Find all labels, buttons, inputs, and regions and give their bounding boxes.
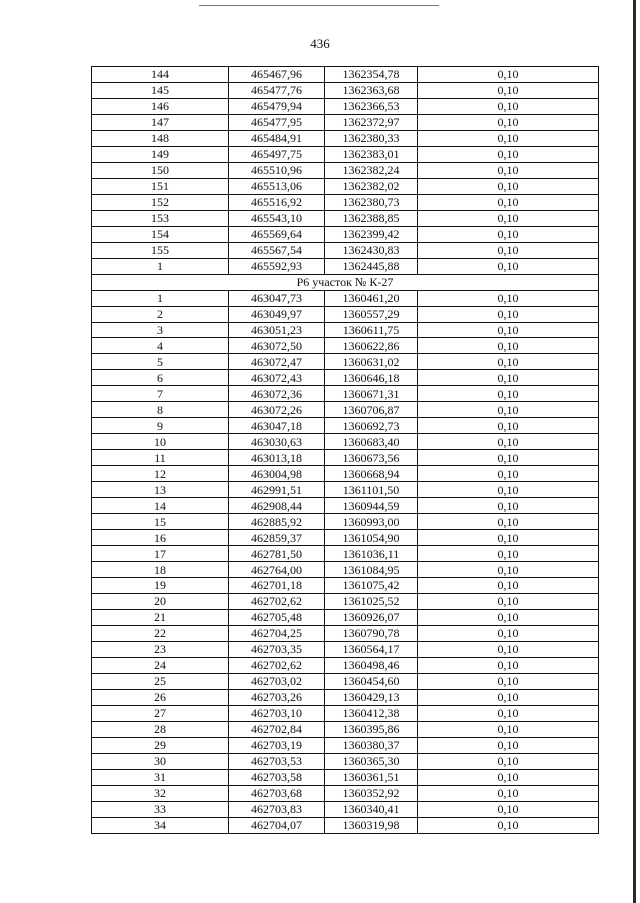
x-coordinate-cell: 462705,48 <box>229 609 325 625</box>
point-number-cell: 151 <box>92 178 229 194</box>
accuracy-cell: 0,10 <box>418 434 599 450</box>
x-coordinate-cell: 462781,50 <box>229 546 325 562</box>
x-coordinate-cell: 462703,53 <box>229 753 325 769</box>
point-number-cell: 30 <box>92 753 229 769</box>
point-number-cell: 32 <box>92 785 229 801</box>
accuracy-cell: 0,10 <box>418 226 599 242</box>
table-row <box>92 178 599 194</box>
accuracy-cell: 0,10 <box>418 785 599 801</box>
table-row <box>92 210 599 226</box>
accuracy-cell: 0,10 <box>418 578 599 594</box>
table-row <box>92 402 599 418</box>
table-row <box>92 482 599 498</box>
table-row <box>92 306 599 322</box>
point-number-cell: 20 <box>92 593 229 609</box>
point-number-cell: 17 <box>92 546 229 562</box>
point-number-cell: 147 <box>92 114 229 130</box>
coordinates-table <box>91 66 599 834</box>
point-number-cell: 6 <box>92 370 229 386</box>
x-coordinate-cell: 463030,63 <box>229 434 325 450</box>
table-row <box>92 689 599 705</box>
y-coordinate-cell: 1361101,50 <box>325 482 418 498</box>
table-row <box>92 82 599 98</box>
x-coordinate-cell: 462991,51 <box>229 482 325 498</box>
table-row <box>92 130 599 146</box>
point-number-cell: 146 <box>92 98 229 114</box>
y-coordinate-cell: 1360380,37 <box>325 737 418 753</box>
y-coordinate-cell: 1360790,78 <box>325 625 418 641</box>
y-coordinate-cell: 1360352,92 <box>325 785 418 801</box>
y-coordinate-cell: 1360564,17 <box>325 641 418 657</box>
x-coordinate-cell: 465592,93 <box>229 258 325 274</box>
table-row <box>92 514 599 530</box>
point-number-cell: 10 <box>92 434 229 450</box>
y-coordinate-cell: 1362366,53 <box>325 98 418 114</box>
x-coordinate-cell: 465513,06 <box>229 178 325 194</box>
point-number-cell: 16 <box>92 530 229 546</box>
x-coordinate-cell: 462703,35 <box>229 641 325 657</box>
accuracy-cell: 0,10 <box>418 801 599 817</box>
page-number: 436 <box>310 36 330 51</box>
table-row <box>92 609 599 625</box>
y-coordinate-cell: 1362388,85 <box>325 210 418 226</box>
point-number-cell: 7 <box>92 386 229 402</box>
table-row <box>92 114 599 130</box>
y-coordinate-cell: 1360557,29 <box>325 306 418 322</box>
accuracy-cell: 0,10 <box>418 514 599 530</box>
x-coordinate-cell: 462702,84 <box>229 721 325 737</box>
y-coordinate-cell: 1362354,78 <box>325 67 418 83</box>
x-coordinate-cell: 465477,95 <box>229 114 325 130</box>
x-coordinate-cell: 465479,94 <box>229 98 325 114</box>
y-coordinate-cell: 1360683,40 <box>325 434 418 450</box>
accuracy-cell: 0,10 <box>418 737 599 753</box>
table-row <box>92 705 599 721</box>
point-number-cell: 22 <box>92 625 229 641</box>
table-row <box>92 657 599 673</box>
y-coordinate-cell: 1360668,94 <box>325 466 418 482</box>
x-coordinate-cell: 465567,54 <box>229 242 325 258</box>
accuracy-cell: 0,10 <box>418 194 599 210</box>
table-row <box>92 673 599 689</box>
point-number-cell: 9 <box>92 418 229 434</box>
table-row <box>92 162 599 178</box>
point-number-cell: 23 <box>92 641 229 657</box>
table-row <box>92 67 599 83</box>
top-edge-rule <box>199 5 439 6</box>
y-coordinate-cell: 1361054,90 <box>325 530 418 546</box>
y-coordinate-cell: 1360395,86 <box>325 721 418 737</box>
y-coordinate-cell: 1360429,13 <box>325 689 418 705</box>
x-coordinate-cell: 462703,02 <box>229 673 325 689</box>
x-coordinate-cell: 463049,97 <box>229 306 325 322</box>
accuracy-cell: 0,10 <box>418 242 599 258</box>
accuracy-cell: 0,10 <box>418 178 599 194</box>
x-coordinate-cell: 465516,92 <box>229 194 325 210</box>
accuracy-cell: 0,10 <box>418 657 599 673</box>
point-number-cell: 155 <box>92 242 229 258</box>
y-coordinate-cell: 1361025,52 <box>325 593 418 609</box>
accuracy-cell: 0,10 <box>418 306 599 322</box>
x-coordinate-cell: 463047,73 <box>229 290 325 306</box>
y-coordinate-cell: 1360412,38 <box>325 705 418 721</box>
point-number-cell: 12 <box>92 466 229 482</box>
y-coordinate-cell: 1362380,33 <box>325 130 418 146</box>
table-row <box>92 498 599 514</box>
y-coordinate-cell: 1360944,59 <box>325 498 418 514</box>
point-number-cell: 3 <box>92 322 229 338</box>
table-row <box>92 625 599 641</box>
section-title: Р6 участок № К-27 <box>92 274 599 290</box>
y-coordinate-cell: 1362372,97 <box>325 114 418 130</box>
point-number-cell: 34 <box>92 817 229 833</box>
y-coordinate-cell: 1360926,07 <box>325 609 418 625</box>
table-row <box>92 737 599 753</box>
y-coordinate-cell: 1360340,41 <box>325 801 418 817</box>
x-coordinate-cell: 462703,19 <box>229 737 325 753</box>
x-coordinate-cell: 463072,36 <box>229 386 325 402</box>
table-row <box>92 641 599 657</box>
coordinates-table-body <box>92 67 599 834</box>
accuracy-cell: 0,10 <box>418 673 599 689</box>
point-number-cell: 31 <box>92 769 229 785</box>
table-row <box>92 466 599 482</box>
accuracy-cell: 0,10 <box>418 82 599 98</box>
y-coordinate-cell: 1360365,30 <box>325 753 418 769</box>
point-number-cell: 15 <box>92 514 229 530</box>
accuracy-cell: 0,10 <box>418 450 599 466</box>
point-number-cell: 28 <box>92 721 229 737</box>
table-row <box>92 98 599 114</box>
accuracy-cell: 0,10 <box>418 593 599 609</box>
x-coordinate-cell: 463072,50 <box>229 338 325 354</box>
x-coordinate-cell: 462908,44 <box>229 498 325 514</box>
scan-edge-border <box>633 0 636 903</box>
table-row <box>92 146 599 162</box>
table-row <box>92 721 599 737</box>
x-coordinate-cell: 463072,47 <box>229 354 325 370</box>
x-coordinate-cell: 463072,26 <box>229 402 325 418</box>
accuracy-cell: 0,10 <box>418 370 599 386</box>
x-coordinate-cell: 462885,92 <box>229 514 325 530</box>
y-coordinate-cell: 1360319,98 <box>325 817 418 833</box>
x-coordinate-cell: 463072,43 <box>229 370 325 386</box>
table-row <box>92 801 599 817</box>
table-row <box>92 562 599 578</box>
table-row <box>92 593 599 609</box>
y-coordinate-cell: 1360454,60 <box>325 673 418 689</box>
accuracy-cell: 0,10 <box>418 466 599 482</box>
y-coordinate-cell: 1361084,95 <box>325 562 418 578</box>
point-number-cell: 150 <box>92 162 229 178</box>
x-coordinate-cell: 462703,58 <box>229 769 325 785</box>
y-coordinate-cell: 1360631,02 <box>325 354 418 370</box>
point-number-cell: 145 <box>92 82 229 98</box>
point-number-cell: 154 <box>92 226 229 242</box>
point-number-cell: 24 <box>92 657 229 673</box>
accuracy-cell: 0,10 <box>418 418 599 434</box>
point-number-cell: 18 <box>92 562 229 578</box>
point-number-cell: 5 <box>92 354 229 370</box>
accuracy-cell: 0,10 <box>418 290 599 306</box>
y-coordinate-cell: 1362380,73 <box>325 194 418 210</box>
y-coordinate-cell: 1362430,83 <box>325 242 418 258</box>
y-coordinate-cell: 1362399,42 <box>325 226 418 242</box>
table-row <box>92 242 599 258</box>
y-coordinate-cell: 1360622,86 <box>325 338 418 354</box>
x-coordinate-cell: 462702,62 <box>229 593 325 609</box>
x-coordinate-cell: 465497,75 <box>229 146 325 162</box>
table-row <box>92 578 599 594</box>
x-coordinate-cell: 463013,18 <box>229 450 325 466</box>
point-number-cell: 27 <box>92 705 229 721</box>
table-row <box>92 753 599 769</box>
accuracy-cell: 0,10 <box>418 67 599 83</box>
point-number-cell: 25 <box>92 673 229 689</box>
accuracy-cell: 0,10 <box>418 753 599 769</box>
accuracy-cell: 0,10 <box>418 322 599 338</box>
accuracy-cell: 0,10 <box>418 98 599 114</box>
table-row <box>92 785 599 801</box>
accuracy-cell: 0,10 <box>418 721 599 737</box>
table-row <box>92 370 599 386</box>
y-coordinate-cell: 1360498,46 <box>325 657 418 673</box>
section-row <box>92 274 599 290</box>
accuracy-cell: 0,10 <box>418 609 599 625</box>
y-coordinate-cell: 1362382,02 <box>325 178 418 194</box>
x-coordinate-cell: 465467,96 <box>229 67 325 83</box>
y-coordinate-cell: 1361036,11 <box>325 546 418 562</box>
x-coordinate-cell: 462703,83 <box>229 801 325 817</box>
point-number-cell: 153 <box>92 210 229 226</box>
y-coordinate-cell: 1362363,68 <box>325 82 418 98</box>
x-coordinate-cell: 462703,26 <box>229 689 325 705</box>
x-coordinate-cell: 462702,62 <box>229 657 325 673</box>
y-coordinate-cell: 1360706,87 <box>325 402 418 418</box>
table-row <box>92 817 599 833</box>
x-coordinate-cell: 462703,68 <box>229 785 325 801</box>
point-number-cell: 19 <box>92 578 229 594</box>
y-coordinate-cell: 1362383,01 <box>325 146 418 162</box>
accuracy-cell: 0,10 <box>418 769 599 785</box>
accuracy-cell: 0,10 <box>418 354 599 370</box>
accuracy-cell: 0,10 <box>418 402 599 418</box>
y-coordinate-cell: 1360461,20 <box>325 290 418 306</box>
x-coordinate-cell: 465510,96 <box>229 162 325 178</box>
x-coordinate-cell: 463004,98 <box>229 466 325 482</box>
y-coordinate-cell: 1360673,56 <box>325 450 418 466</box>
accuracy-cell: 0,10 <box>418 114 599 130</box>
accuracy-cell: 0,10 <box>418 146 599 162</box>
point-number-cell: 29 <box>92 737 229 753</box>
accuracy-cell: 0,10 <box>418 130 599 146</box>
point-number-cell: 2 <box>92 306 229 322</box>
x-coordinate-cell: 462701,18 <box>229 578 325 594</box>
table-row <box>92 530 599 546</box>
point-number-cell: 1 <box>92 290 229 306</box>
accuracy-cell: 0,10 <box>418 817 599 833</box>
y-coordinate-cell: 1360611,75 <box>325 322 418 338</box>
accuracy-cell: 0,10 <box>418 162 599 178</box>
x-coordinate-cell: 465484,91 <box>229 130 325 146</box>
table-row <box>92 322 599 338</box>
accuracy-cell: 0,10 <box>418 386 599 402</box>
point-number-cell: 21 <box>92 609 229 625</box>
point-number-cell: 4 <box>92 338 229 354</box>
accuracy-cell: 0,10 <box>418 705 599 721</box>
y-coordinate-cell: 1360361,51 <box>325 769 418 785</box>
table-row <box>92 354 599 370</box>
point-number-cell: 14 <box>92 498 229 514</box>
table-row <box>92 434 599 450</box>
y-coordinate-cell: 1361075,42 <box>325 578 418 594</box>
point-number-cell: 144 <box>92 67 229 83</box>
accuracy-cell: 0,10 <box>418 498 599 514</box>
accuracy-cell: 0,10 <box>418 210 599 226</box>
y-coordinate-cell: 1362445,88 <box>325 258 418 274</box>
point-number-cell: 149 <box>92 146 229 162</box>
table-row <box>92 450 599 466</box>
y-coordinate-cell: 1360671,31 <box>325 386 418 402</box>
y-coordinate-cell: 1362382,24 <box>325 162 418 178</box>
x-coordinate-cell: 463047,18 <box>229 418 325 434</box>
point-number-cell: 13 <box>92 482 229 498</box>
x-coordinate-cell: 465569,64 <box>229 226 325 242</box>
table-row <box>92 258 599 274</box>
table-row <box>92 769 599 785</box>
x-coordinate-cell: 462704,07 <box>229 817 325 833</box>
x-coordinate-cell: 465543,10 <box>229 210 325 226</box>
accuracy-cell: 0,10 <box>418 530 599 546</box>
accuracy-cell: 0,10 <box>418 258 599 274</box>
accuracy-cell: 0,10 <box>418 641 599 657</box>
y-coordinate-cell: 1360692,73 <box>325 418 418 434</box>
x-coordinate-cell: 462764,00 <box>229 562 325 578</box>
x-coordinate-cell: 462704,25 <box>229 625 325 641</box>
table-row <box>92 418 599 434</box>
point-number-cell: 152 <box>92 194 229 210</box>
point-number-cell: 8 <box>92 402 229 418</box>
table-row <box>92 546 599 562</box>
accuracy-cell: 0,10 <box>418 625 599 641</box>
x-coordinate-cell: 462859,37 <box>229 530 325 546</box>
table-row <box>92 386 599 402</box>
x-coordinate-cell: 465477,76 <box>229 82 325 98</box>
point-number-cell: 33 <box>92 801 229 817</box>
accuracy-cell: 0,10 <box>418 338 599 354</box>
table-row <box>92 338 599 354</box>
x-coordinate-cell: 462703,10 <box>229 705 325 721</box>
accuracy-cell: 0,10 <box>418 546 599 562</box>
point-number-cell: 148 <box>92 130 229 146</box>
y-coordinate-cell: 1360646,18 <box>325 370 418 386</box>
table-row <box>92 226 599 242</box>
accuracy-cell: 0,10 <box>418 689 599 705</box>
accuracy-cell: 0,10 <box>418 562 599 578</box>
point-number-cell: 1 <box>92 258 229 274</box>
x-coordinate-cell: 463051,23 <box>229 322 325 338</box>
point-number-cell: 26 <box>92 689 229 705</box>
point-number-cell: 11 <box>92 450 229 466</box>
table-row <box>92 290 599 306</box>
y-coordinate-cell: 1360993,00 <box>325 514 418 530</box>
table-row <box>92 194 599 210</box>
accuracy-cell: 0,10 <box>418 482 599 498</box>
